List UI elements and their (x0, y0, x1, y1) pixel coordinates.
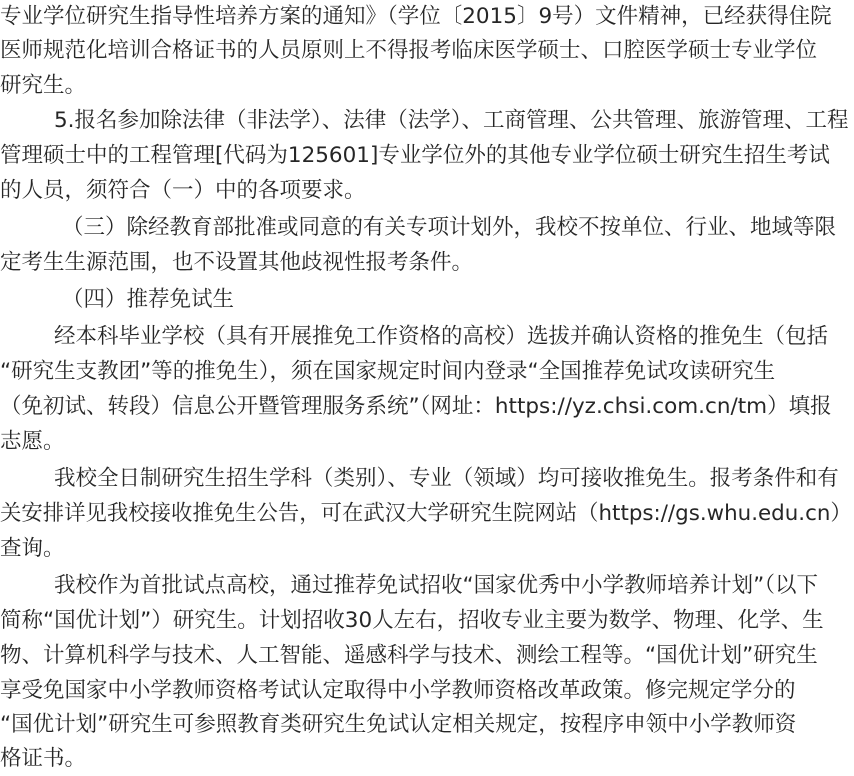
text-line: 志愿。 (0, 429, 65, 454)
text-line: 专业学位研究生指导性培养方案的通知》（学位〔2015〕9号）文件精神，已经获得住院 (0, 4, 832, 29)
text-line: 的人员，须符合（一）中的各项要求。 (0, 178, 366, 203)
text-line: 我校作为首批试点高校，通过推荐免试招收“国家优秀中小学教师培养计划”（以下 (54, 573, 819, 598)
text-line: 医师规范化培训合格证书的人员原则上不得报考临床医学硕士、口腔医学硕士专业学位 (0, 38, 818, 63)
text-line: 格证书。 (0, 746, 87, 771)
text-line: 5.报名参加除法律（非法学）、法律（法学）、工商管理、公共管理、旅游管理、工程 (54, 108, 849, 133)
section-heading: （四）推荐免试生 (62, 287, 235, 312)
text-line: （三）除经教育部批准或同意的有关专项计划外，我校不按单位、行业、地域等限 (62, 215, 837, 240)
text-line: 物、计算机科学与技术、人工智能、遥感科学与技术、测绘工程等。“国优计划”研究生 (0, 643, 818, 668)
text-line: 定考生生源范围，也不设置其他歧视性报考条件。 (0, 250, 474, 275)
text-line: 享受免国家中小学教师资格考试认定取得中小学教师资格改革政策。修完规定学分的 (0, 678, 796, 703)
text-line: （免初试、转段）信息公开暨管理服务系统”（网址：https://yz.chsi.com.cn/tm）填报 (0, 394, 832, 419)
text-line: 经本科毕业学校（具有开展推免工作资格的高校）选拔并确认资格的推免生（包括 (54, 324, 829, 349)
text-line: “国优计划”研究生可参照教育类研究生免试认定相关规定，按程序申领中小学教师资 (0, 712, 797, 737)
text-line: 我校全日制研究生招生学科（类别）、专业（领域）均可接收推免生。报考条件和有 (54, 466, 839, 491)
text-line: 查询。 (0, 536, 65, 561)
text-line: 关安排详见我校接收推免生公告，可在武汉大学研究生院网站（https://gs.whu.edu.cn） (0, 501, 852, 526)
text-line: “研究生支教团”等的推免生），须在国家规定时间内登录“全国推荐免试攻读研究生 (0, 359, 776, 384)
text-line: 研究生。 (0, 73, 87, 98)
text-line: 简称“国优计划”）研究生。计划招收30人左右，招收专业主要为数学、物理、化学、生 (0, 608, 824, 633)
text-line: 管理硕士中的工程管理[代码为125601]专业学位外的其他专业学位硕士研究生招生考试 (0, 143, 830, 168)
